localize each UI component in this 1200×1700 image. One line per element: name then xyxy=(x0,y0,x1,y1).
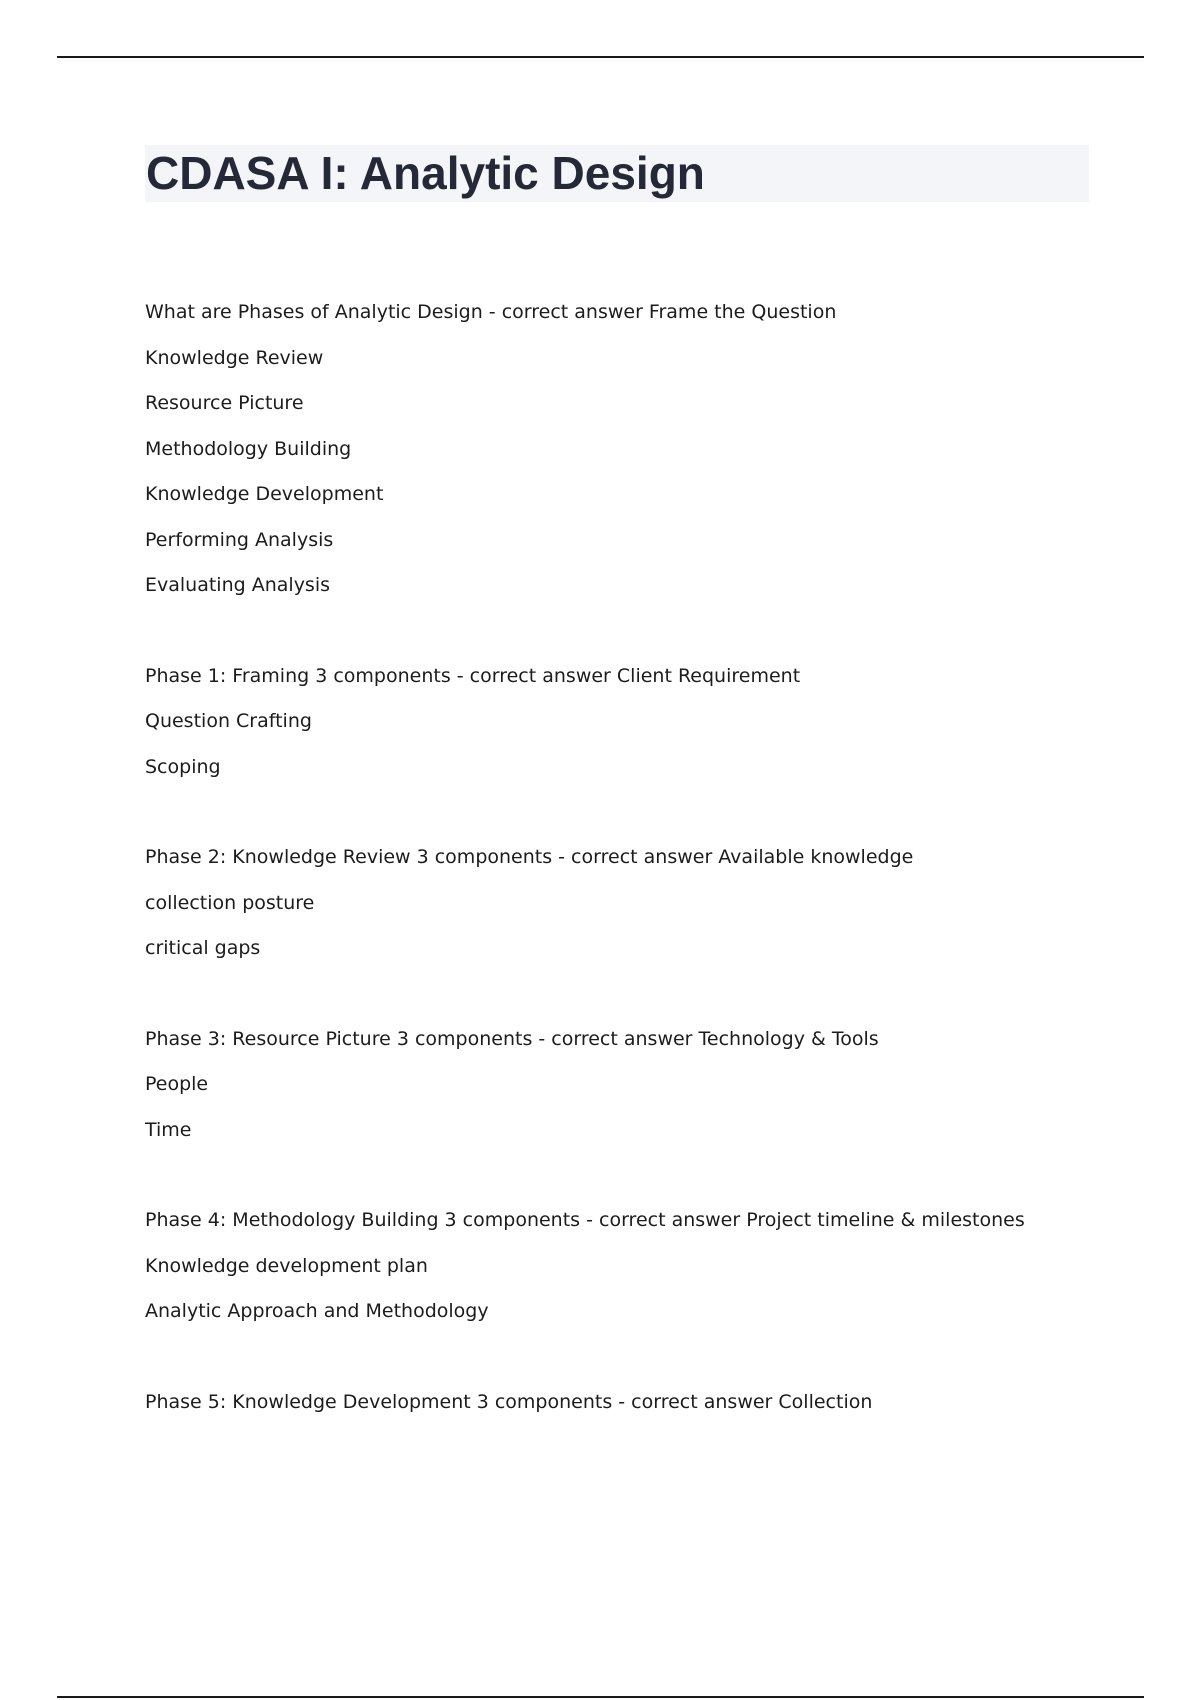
question-line: Phase 2: Knowledge Review 3 components - correct answer Available knowledge xyxy=(145,846,914,868)
qa-block-phases xyxy=(145,290,1105,609)
answer-line: Analytic Approach and Methodology xyxy=(145,1300,489,1322)
qa-block-phase-4 xyxy=(145,1198,1105,1335)
answer-line: Knowledge Development xyxy=(145,483,384,505)
document-body xyxy=(145,290,1105,1470)
question-line: Phase 5: Knowledge Development 3 components - correct answer Collection xyxy=(145,1390,873,1413)
question-line: Phase 3: Resource Picture 3 components - correct answer Technology & Tools xyxy=(145,1027,879,1050)
answer-line: Performing Analysis xyxy=(145,528,334,551)
answer-line: Evaluating Analysis xyxy=(145,574,331,596)
question-line: Phase 4: Methodology Building 3 components - correct answer Project timeline & milestones xyxy=(145,1209,1025,1231)
answer-line: Knowledge Review xyxy=(145,346,324,369)
answer-line: Scoping xyxy=(145,755,221,778)
answer-line: Resource Picture xyxy=(145,392,304,414)
document-title: CDASA I: Analytic Design xyxy=(146,147,705,199)
answer-line: Question Crafting xyxy=(145,710,312,732)
qa-block-phase-2 xyxy=(145,835,1105,972)
qa-block-phase-5 xyxy=(145,1380,1105,1426)
answer-line: Methodology Building xyxy=(145,437,352,460)
qa-block-phase-3 xyxy=(145,1017,1105,1154)
question-line: Phase 1: Framing 3 components - correct answer Client Requirement xyxy=(145,664,801,687)
top-rule xyxy=(57,56,1144,58)
answer-line: critical gaps xyxy=(145,937,261,959)
bottom-rule xyxy=(57,1696,1144,1698)
answer-line: People xyxy=(145,1073,209,1095)
answer-line: collection posture xyxy=(145,891,315,914)
answer-line: Knowledge development plan xyxy=(145,1254,428,1277)
qa-block-phase-1 xyxy=(145,654,1105,791)
answer-line: Time xyxy=(145,1118,192,1141)
question-line: What are Phases of Analytic Design - correct answer Frame the Question xyxy=(145,301,837,323)
